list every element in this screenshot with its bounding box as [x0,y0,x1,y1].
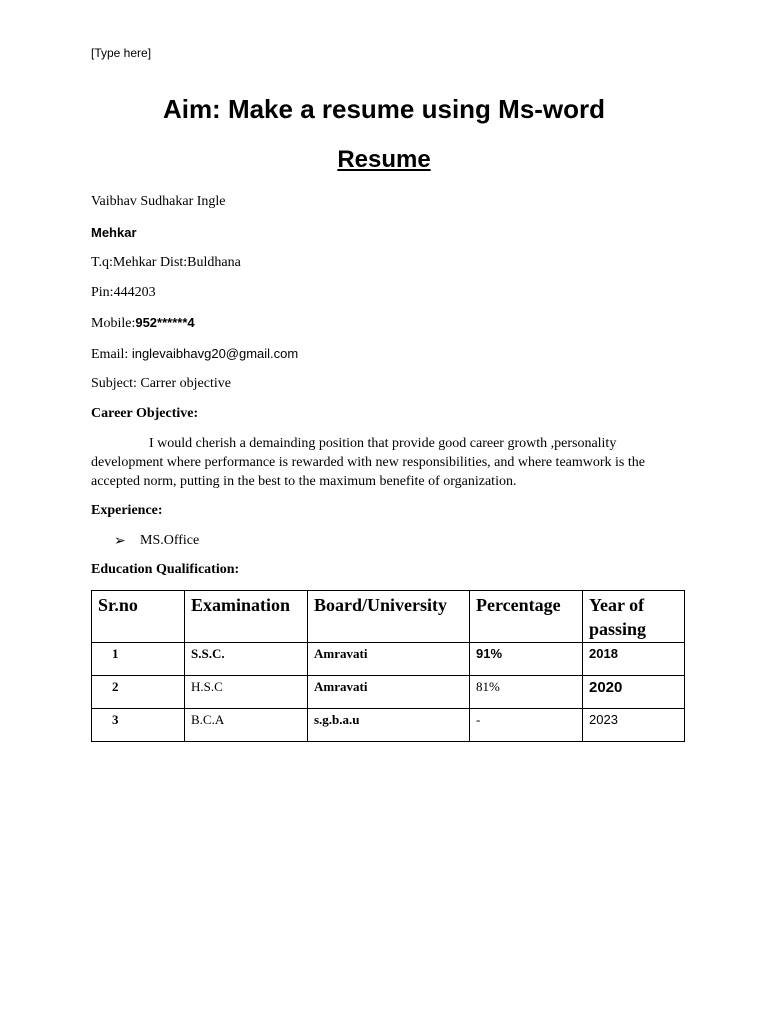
cell-board: Amravati [308,643,470,676]
header-srno: Sr.no [92,591,185,643]
email-value: inglevaibhavg20@gmail.com [131,346,299,361]
address-district: T.q:Mehkar Dist:Buldhana [91,255,241,270]
cell-year: 2020 [583,676,685,709]
cell-examination: B.C.A [185,709,308,742]
cell-year: 2023 [583,709,685,742]
arrow-bullet-icon: ➢ [114,534,126,549]
email-label: Email: [91,347,132,362]
cell-srno: 3 [92,709,185,742]
cell-examination: H.S.C [185,676,308,709]
education-table [91,590,685,742]
address-pin: Pin:444203 [91,285,156,300]
cell-board: Amravati [308,676,470,709]
table-header-row [92,591,685,643]
email-line [91,346,298,363]
candidate-name: Vaibhav Sudhakar Ingle [91,194,226,209]
experience-heading: Experience: [91,503,163,518]
header-year: Year of passing [583,591,685,643]
mobile-value: 952******4 [135,315,195,330]
mobile-label: Mobile: [91,316,136,331]
career-objective-paragraph [91,434,671,491]
header-examination: Examination [185,591,308,643]
cell-examination: S.S.C. [185,643,308,676]
table-row [92,643,685,676]
mobile-line [91,315,195,332]
cell-srno: 1 [92,643,185,676]
cell-percentage: - [470,709,583,742]
career-objective-heading: Career Objective: [91,406,199,421]
header-percentage: Percentage [470,591,583,643]
address-city: Mehkar [91,225,137,240]
cell-board: s.g.b.a.u [308,709,470,742]
table-row [92,709,685,742]
cell-percentage: 91% [470,643,583,676]
education-heading: Education Qualification: [91,562,240,577]
subject-line: Subject: Carrer objective [91,376,231,391]
header-placeholder: [Type here] [91,46,152,60]
aim-heading: Aim: Make a resume using Ms-word [162,94,606,124]
cell-percentage: 81% [470,676,583,709]
cell-srno: 2 [92,676,185,709]
resume-title: Resume [337,146,431,173]
table-row [92,676,685,709]
experience-item: MS.Office [140,533,200,548]
header-board: Board/University [308,591,470,643]
cell-year: 2018 [583,643,685,676]
career-objective-text: I would cherish a demainding position that provide good career growth ,personality development where performance is rewarded with new responsibilities, and where teamwork is the accepted norm, putting in the best to the maximum benefite of organization. [91,436,645,489]
